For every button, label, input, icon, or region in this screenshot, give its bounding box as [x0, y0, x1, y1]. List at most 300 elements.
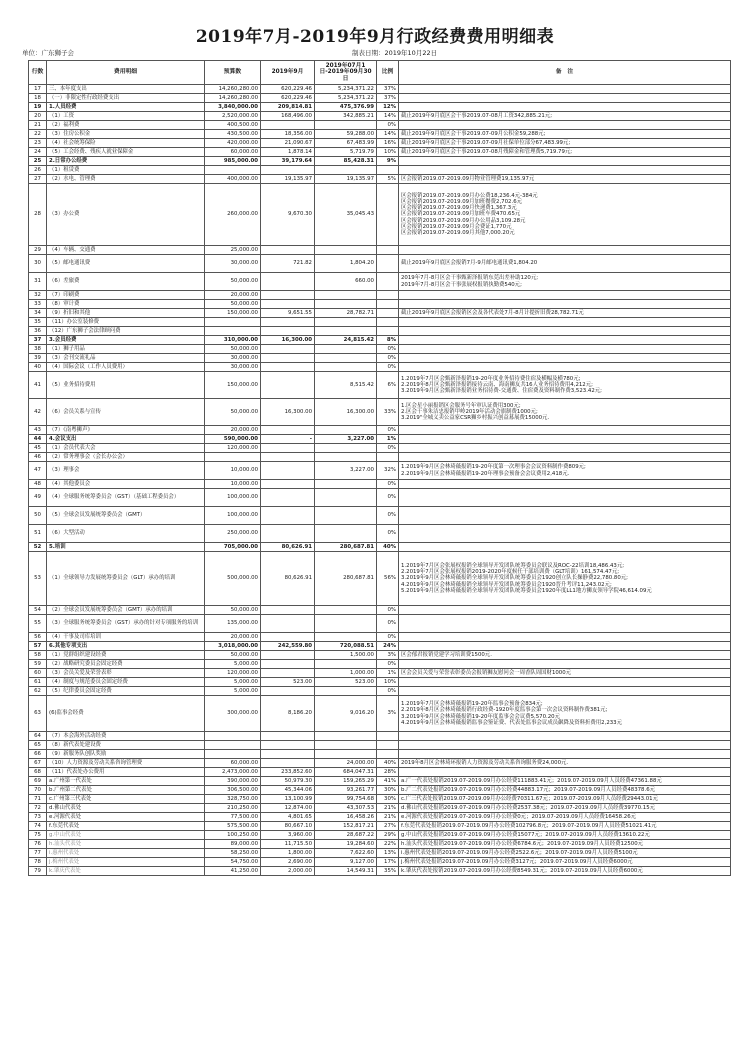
- expense-item: （11）办公室装修费: [47, 318, 205, 327]
- period-total-value: [315, 687, 377, 696]
- table-row: [29, 660, 731, 669]
- period-total-value: [315, 453, 377, 462]
- september-value: 4,801.65: [261, 813, 315, 822]
- row-number: 32: [29, 291, 47, 300]
- september-value: 11,715.50: [261, 840, 315, 849]
- table-row: [29, 606, 731, 615]
- september-value: [261, 606, 315, 615]
- row-number: 63: [29, 696, 47, 732]
- ratio-value: 30%: [377, 795, 399, 804]
- expense-item: （4）全球服务统筹委员会（GST）（基础工程委员会）: [47, 489, 205, 507]
- remarks-text: [399, 85, 731, 94]
- ratio-value: [377, 453, 399, 462]
- remarks-text: [399, 444, 731, 453]
- period-total-value: 28,687.22: [315, 831, 377, 840]
- remarks-text: [399, 426, 731, 435]
- september-value: 168,496.00: [261, 112, 315, 121]
- expense-item: （2）战略研究委员会固定经费: [47, 660, 205, 669]
- remarks-text: [399, 345, 731, 354]
- row-number: 26: [29, 166, 47, 175]
- period-total-value: 5,719.79: [315, 148, 377, 157]
- row-number: 46: [29, 453, 47, 462]
- table-row: [29, 246, 731, 255]
- table-row: [29, 777, 731, 786]
- period-total-value: 14,549.31: [315, 867, 377, 876]
- period-total-value: 280,687.81: [315, 552, 377, 606]
- table-row: [29, 139, 731, 148]
- expense-item: （一）非限定性行政经费支出: [47, 94, 205, 103]
- budget-value: 5,000.00: [205, 678, 261, 687]
- budget-value: 328,750.00: [205, 795, 261, 804]
- expense-item: （2）福利费: [47, 121, 205, 130]
- table-row: [29, 85, 731, 94]
- header-ratio: 比例: [377, 61, 399, 85]
- period-total-value: [315, 318, 377, 327]
- ratio-value: 40%: [377, 759, 399, 768]
- row-number: 36: [29, 327, 47, 336]
- remarks-text: 区会郁君报销党建学习培训费1500元.: [399, 651, 731, 660]
- table-body: [29, 85, 731, 876]
- table-row: [29, 444, 731, 453]
- ratio-value: 0%: [377, 480, 399, 489]
- budget-value: 60,000.00: [205, 148, 261, 157]
- remarks-text: [399, 741, 731, 750]
- budget-value: 2,520,000.00: [205, 112, 261, 121]
- period-total-value: [315, 345, 377, 354]
- ratio-value: 0%: [377, 363, 399, 372]
- period-total-value: [315, 606, 377, 615]
- expense-item: （5）业务招待费用: [47, 372, 205, 399]
- ratio-value: 0%: [377, 660, 399, 669]
- ratio-value: 0%: [377, 633, 399, 642]
- period-total-value: [315, 525, 377, 543]
- ratio-value: [377, 273, 399, 291]
- period-total-value: [315, 615, 377, 633]
- row-number: 42: [29, 399, 47, 426]
- september-value: 80,626.91: [261, 543, 315, 552]
- september-value: [261, 615, 315, 633]
- ratio-value: 35%: [377, 867, 399, 876]
- row-number: 78: [29, 858, 47, 867]
- period-total-value: 16,458.26: [315, 813, 377, 822]
- period-total-value: [315, 121, 377, 130]
- table-row: [29, 94, 731, 103]
- budget-value: 5,000.00: [205, 687, 261, 696]
- table-row: [29, 804, 731, 813]
- remarks-text: 截止2019年9月底区会干事2019.07-09月公积金59,288元;: [399, 130, 731, 139]
- ratio-value: 21%: [377, 804, 399, 813]
- budget-value: 25,000.00: [205, 246, 261, 255]
- period-total-value: 16,300.00: [315, 399, 377, 426]
- september-value: 242,559.80: [261, 642, 315, 651]
- table-row: [29, 795, 731, 804]
- period-total-value: 19,135.97: [315, 175, 377, 184]
- row-number: 31: [29, 273, 47, 291]
- ratio-value: 1%: [377, 669, 399, 678]
- table-row: [29, 453, 731, 462]
- remarks-text: [399, 453, 731, 462]
- ratio-value: [377, 750, 399, 759]
- expense-item: （7）本会海外活动经费: [47, 732, 205, 741]
- table-row: [29, 696, 731, 732]
- table-row: [29, 633, 731, 642]
- september-value: 80,667.10: [261, 822, 315, 831]
- remarks-text: b.广二代表处报销2019.07-2019.09月办公经费44883.17元；2019.07-2019.09月人员经费48378.6元: [399, 786, 731, 795]
- september-value: 620,229.46: [261, 85, 315, 94]
- ratio-value: [377, 327, 399, 336]
- ratio-value: 21%: [377, 813, 399, 822]
- budget-value: 430,500.00: [205, 130, 261, 139]
- row-number: 27: [29, 175, 47, 184]
- row-number: 76: [29, 840, 47, 849]
- september-value: 21,090.67: [261, 139, 315, 148]
- expense-item: （1）狮子用品: [47, 345, 205, 354]
- ratio-value: 27%: [377, 822, 399, 831]
- september-value: 45,344.06: [261, 786, 315, 795]
- expense-item: 6.其他专项支出: [47, 642, 205, 651]
- table-header-row: [29, 61, 731, 85]
- row-number: 21: [29, 121, 47, 130]
- september-value: 209,814.81: [261, 103, 315, 112]
- period-total-value: 3,227.00: [315, 435, 377, 444]
- row-number: 34: [29, 309, 47, 318]
- expense-item: （5）全球会员发展统筹委员会（GMT）: [47, 507, 205, 525]
- september-value: [261, 372, 315, 399]
- budget-value: [205, 750, 261, 759]
- expense-item: （3）理事会: [47, 462, 205, 480]
- row-number: 23: [29, 139, 47, 148]
- budget-value: 306,500.00: [205, 786, 261, 795]
- expense-item: （12）广东狮子会法律顾问费: [47, 327, 205, 336]
- remarks-text: [399, 732, 731, 741]
- expense-item: （5）工会经费、残疾人就业保障金: [47, 148, 205, 157]
- expense-item: 1.人员经费: [47, 103, 205, 112]
- budget-value: 420,000.00: [205, 139, 261, 148]
- period-total-value: 1,804.20: [315, 255, 377, 273]
- table-row: [29, 543, 731, 552]
- budget-value: [205, 453, 261, 462]
- budget-value: 300,000.00: [205, 696, 261, 732]
- period-total-value: 5,234,371.22: [315, 94, 377, 103]
- remarks-text: [399, 480, 731, 489]
- september-value: [261, 345, 315, 354]
- row-number: 55: [29, 615, 47, 633]
- budget-value: 10,000.00: [205, 462, 261, 480]
- expense-item: e.河源代表处: [47, 813, 205, 822]
- expense-item: 5.培训: [47, 543, 205, 552]
- expense-item: （1）会员代表大会: [47, 444, 205, 453]
- period-total-value: [315, 354, 377, 363]
- ratio-value: 0%: [377, 615, 399, 633]
- table-row: [29, 166, 731, 175]
- remarks-text: 区会报销2019.07-2019.09月办公费18,236.4元-384元 区会报销2019.07-2019.09月加班餐费2,702.6元 区会报销2019.07-2019.09月快递费1,367.3元 区会报销2019.07-2019.09月加班车费470.65元 区会报销2019.07-2019.09月办公用品3,109.28元 区会报销2019.07-2019.09月会费证1,770元 区会报销2019.07-2019.09月其他7,000.20元: [399, 184, 731, 246]
- table-row: [29, 184, 731, 246]
- period-total-value: 93,261.77: [315, 786, 377, 795]
- row-number: 67: [29, 759, 47, 768]
- september-value: 2,000.00: [261, 867, 315, 876]
- ratio-value: 12%: [377, 103, 399, 112]
- september-value: [261, 741, 315, 750]
- row-number: 74: [29, 822, 47, 831]
- remarks-text: i.惠州代表处报销2019.07-2019.09月办公经费2522.6元；2019.07-2019.09月人员经费5100元: [399, 849, 731, 858]
- september-value: [261, 633, 315, 642]
- budget-value: 500,000.00: [205, 552, 261, 606]
- period-total-value: 152,817.21: [315, 822, 377, 831]
- period-total-value: 28,782.71: [315, 309, 377, 318]
- remarks-text: 截止2019年9月底区会报销区会及各代表处7月-8月计提折旧费28,782.71元: [399, 309, 731, 318]
- table-row: [29, 867, 731, 876]
- expense-item: j.梅州代表处: [47, 858, 205, 867]
- expense-item: c.广州第三代表处: [47, 795, 205, 804]
- remarks-text: [399, 291, 731, 300]
- budget-value: [205, 732, 261, 741]
- expense-item: k.肇庆代表处: [47, 867, 205, 876]
- ratio-value: [377, 309, 399, 318]
- september-value: 1,800.00: [261, 849, 315, 858]
- row-number: 57: [29, 642, 47, 651]
- ratio-value: [377, 246, 399, 255]
- row-number: 71: [29, 795, 47, 804]
- budget-value: 50,000.00: [205, 345, 261, 354]
- table-row: [29, 741, 731, 750]
- budget-value: 14,260,280.00: [205, 85, 261, 94]
- table-row: [29, 273, 731, 291]
- expense-item: （3）全球服务统筹委员会（GST）承办的针对专项服务的培训: [47, 615, 205, 633]
- remarks-text: [399, 678, 731, 687]
- budget-value: 77,500.00: [205, 813, 261, 822]
- september-value: [261, 453, 315, 462]
- ratio-value: 29%: [377, 831, 399, 840]
- budget-value: 150,000.00: [205, 372, 261, 399]
- expense-item: （7）印刷费: [47, 291, 205, 300]
- period-total-value: 3,227.00: [315, 462, 377, 480]
- period-total-value: 1,500.00: [315, 651, 377, 660]
- september-value: [261, 480, 315, 489]
- row-number: 20: [29, 112, 47, 121]
- row-number: 60: [29, 669, 47, 678]
- budget-value: 575,500.00: [205, 822, 261, 831]
- table-row: [29, 354, 731, 363]
- date-label: 制表日期：2019年10月22日: [352, 49, 438, 57]
- september-value: 12,874.00: [261, 804, 315, 813]
- remarks-text: h.汕头代表处报销2019.07-2019.09月办公经费6784.6元；2019.07-2019.09月人员经费12500元: [399, 840, 731, 849]
- remarks-text: [399, 687, 731, 696]
- expense-item: （3）办公费: [47, 184, 205, 246]
- expense-item: （4）车辆、交通费: [47, 246, 205, 255]
- ratio-value: 33%: [377, 399, 399, 426]
- ratio-value: 40%: [377, 543, 399, 552]
- period-total-value: 342,885.21: [315, 112, 377, 121]
- row-number: 29: [29, 246, 47, 255]
- header-row-number: 行数: [29, 61, 47, 85]
- september-value: 9,670.30: [261, 184, 315, 246]
- budget-value: 30,000.00: [205, 354, 261, 363]
- expense-item: （6）差旅费: [47, 273, 205, 291]
- september-value: 523.00: [261, 678, 315, 687]
- ratio-value: 0%: [377, 121, 399, 130]
- remarks-text: [399, 103, 731, 112]
- row-number: 45: [29, 444, 47, 453]
- ratio-value: 10%: [377, 148, 399, 157]
- expense-item: （2）全球会员发展统筹委员会（GMT）承办的培训: [47, 606, 205, 615]
- remarks-text: 区会会员关爱与荣誉表彰委员会报销狮友慰问会一周香队周国财1000元: [399, 669, 731, 678]
- remarks-text: 1.区会星小丽报销区会服务号年审认证费用300元; 2.区会干事朱洁忠报销甲岭2019年活动会旗制费1000元; 3.2019"全城义卖公益家CSR狮乡村振兴创益募展费15000元.: [399, 399, 731, 426]
- remarks-text: [399, 354, 731, 363]
- september-value: [261, 489, 315, 507]
- september-value: [261, 363, 315, 372]
- ratio-value: [377, 166, 399, 175]
- period-total-value: 35,045.43: [315, 184, 377, 246]
- budget-value: 120,000.00: [205, 444, 261, 453]
- budget-value: 390,000.00: [205, 777, 261, 786]
- header-expense-item: 费用明细: [47, 61, 205, 85]
- expense-item: （4）干事及司库培训: [47, 633, 205, 642]
- ratio-value: 37%: [377, 94, 399, 103]
- ratio-value: [377, 741, 399, 750]
- row-number: 75: [29, 831, 47, 840]
- ratio-value: [377, 184, 399, 246]
- row-number: 58: [29, 651, 47, 660]
- expense-item: （4）制度与规范委员会固定经费: [47, 678, 205, 687]
- report-meta: [22, 48, 732, 60]
- table-row: [29, 687, 731, 696]
- ratio-value: 32%: [377, 462, 399, 480]
- remarks-text: e.河源代表处报销2019.07-2019.09月办公经费0元；2019.07-2019.09月人员经费16458.26元: [399, 813, 731, 822]
- ratio-value: 0%: [377, 426, 399, 435]
- row-number: 72: [29, 804, 47, 813]
- table-row: [29, 327, 731, 336]
- row-number: 19: [29, 103, 47, 112]
- expense-item: （3）会员关爱及荣誉表彰: [47, 669, 205, 678]
- expense-item: （4）社会统筹保险: [47, 139, 205, 148]
- period-total-value: 59,288.00: [315, 130, 377, 139]
- ratio-value: 5%: [377, 175, 399, 184]
- period-total-value: [315, 291, 377, 300]
- september-value: [261, 750, 315, 759]
- remarks-text: [399, 336, 731, 345]
- remarks-text: [399, 157, 731, 166]
- table-row: [29, 318, 731, 327]
- expense-item: （2）水电、管理费: [47, 175, 205, 184]
- budget-value: 210,250.00: [205, 804, 261, 813]
- remarks-text: 区会报销2019.07-2019.09月物业管理费19,135.97元: [399, 175, 731, 184]
- september-value: [261, 462, 315, 480]
- period-total-value: 9,127.00: [315, 858, 377, 867]
- remarks-text: [399, 606, 731, 615]
- ratio-value: 10%: [377, 678, 399, 687]
- unit-label: 单位：广东狮子会: [22, 49, 74, 57]
- budget-value: 30,000.00: [205, 255, 261, 273]
- ratio-value: 24%: [377, 642, 399, 651]
- september-value: [261, 300, 315, 309]
- expense-item: （9）折旧和其他: [47, 309, 205, 318]
- budget-value: 10,000.00: [205, 480, 261, 489]
- budget-value: 400,000.00: [205, 175, 261, 184]
- ratio-value: 0%: [377, 354, 399, 363]
- table-row: [29, 768, 731, 777]
- remarks-text: [399, 318, 731, 327]
- expense-item: （2）常务理事会（会长办公会）: [47, 453, 205, 462]
- september-value: 13,100.99: [261, 795, 315, 804]
- september-value: [261, 291, 315, 300]
- expense-item: （1）党群组织建设经费: [47, 651, 205, 660]
- budget-value: 5,000.00: [205, 660, 261, 669]
- september-value: 19,135.97: [261, 175, 315, 184]
- table-row: [29, 507, 731, 525]
- remarks-text: k.肇庆代表处报销2019.07-2019.09月办公经费8549.31元；2019.07-2019.09月人员经费6000元: [399, 867, 731, 876]
- september-value: 8,186.20: [261, 696, 315, 732]
- ratio-value: 0%: [377, 507, 399, 525]
- expense-item: （1）工资: [47, 112, 205, 121]
- row-number: 77: [29, 849, 47, 858]
- expense-item: （5）纪律委员会固定经费: [47, 687, 205, 696]
- table-row: [29, 130, 731, 139]
- header-remarks: 备 注: [399, 61, 731, 85]
- remarks-text: [399, 525, 731, 543]
- remarks-text: [399, 246, 731, 255]
- remarks-text: 1.2019年7月区会林琦薇报销19-20年监事会预备会834元; 2.2019年8月区会林琦薇报销行政经费-1920年度监事会第一次会议资料制作费381元; 3.2019年9月区会林琦薇报销19-20年度监事会会议费5,570.20元 4.2019年9月区会林琦薇报销监事会鉴证费、代表处监事会议成员飙降及资料折费用2,233元: [399, 696, 731, 732]
- september-value: 16,300.00: [261, 399, 315, 426]
- ratio-value: [377, 255, 399, 273]
- budget-value: 985,000.00: [205, 157, 261, 166]
- ratio-value: 8%: [377, 336, 399, 345]
- table-row: [29, 345, 731, 354]
- remarks-text: [399, 94, 731, 103]
- expense-item: h.汕头代表处: [47, 840, 205, 849]
- remarks-text: 2019年7月-8月区会干事甄新泽报销东莞出差补助120元; 2019年7月-8月区会干事张展权报销执勤费540元;: [399, 273, 731, 291]
- budget-value: 310,000.00: [205, 336, 261, 345]
- september-value: [261, 273, 315, 291]
- remarks-text: [399, 543, 731, 552]
- ratio-value: 16%: [377, 139, 399, 148]
- budget-value: 260,000.00: [205, 184, 261, 246]
- table-row: [29, 255, 731, 273]
- september-value: [261, 525, 315, 543]
- table-row: [29, 831, 731, 840]
- table-row: [29, 489, 731, 507]
- period-total-value: [315, 246, 377, 255]
- expense-item: i.惠州代表处: [47, 849, 205, 858]
- table-row: [29, 435, 731, 444]
- table-row: [29, 480, 731, 489]
- ratio-value: 0%: [377, 489, 399, 507]
- ratio-value: 6%: [377, 372, 399, 399]
- remarks-text: [399, 166, 731, 175]
- budget-value: 50,000.00: [205, 300, 261, 309]
- remarks-text: g.中山代表处报销2019.07-2019.09月办公经费15077元；2019.07-2019.09月人员经费13610.22元: [399, 831, 731, 840]
- budget-value: 89,000.00: [205, 840, 261, 849]
- row-number: 25: [29, 157, 47, 166]
- period-total-value: 660.00: [315, 273, 377, 291]
- remarks-text: 1.2019年9月区会林琦薇报销19-20年度第一次理事会会议资料制作费809元; 2.2019年9月区会林琦薇报销19-20年理事会预备会会议费用2,418元.: [399, 462, 731, 480]
- remarks-text: 截止2019年9月底区会干事2019.07-08月残障金和管理费5,719.79元;: [399, 148, 731, 157]
- ratio-value: 0%: [377, 525, 399, 543]
- budget-value: 30,000.00: [205, 363, 261, 372]
- ratio-value: 9%: [377, 157, 399, 166]
- budget-value: 250,000.00: [205, 525, 261, 543]
- ratio-value: 0%: [377, 345, 399, 354]
- period-total-value: [315, 489, 377, 507]
- table-row: [29, 300, 731, 309]
- row-number: 68: [29, 768, 47, 777]
- period-total-value: [315, 327, 377, 336]
- budget-value: 100,250.00: [205, 831, 261, 840]
- table-row: [29, 121, 731, 130]
- expense-item: g.中山代表处: [47, 831, 205, 840]
- budget-value: [205, 318, 261, 327]
- september-value: 16,300.00: [261, 336, 315, 345]
- ratio-value: [377, 732, 399, 741]
